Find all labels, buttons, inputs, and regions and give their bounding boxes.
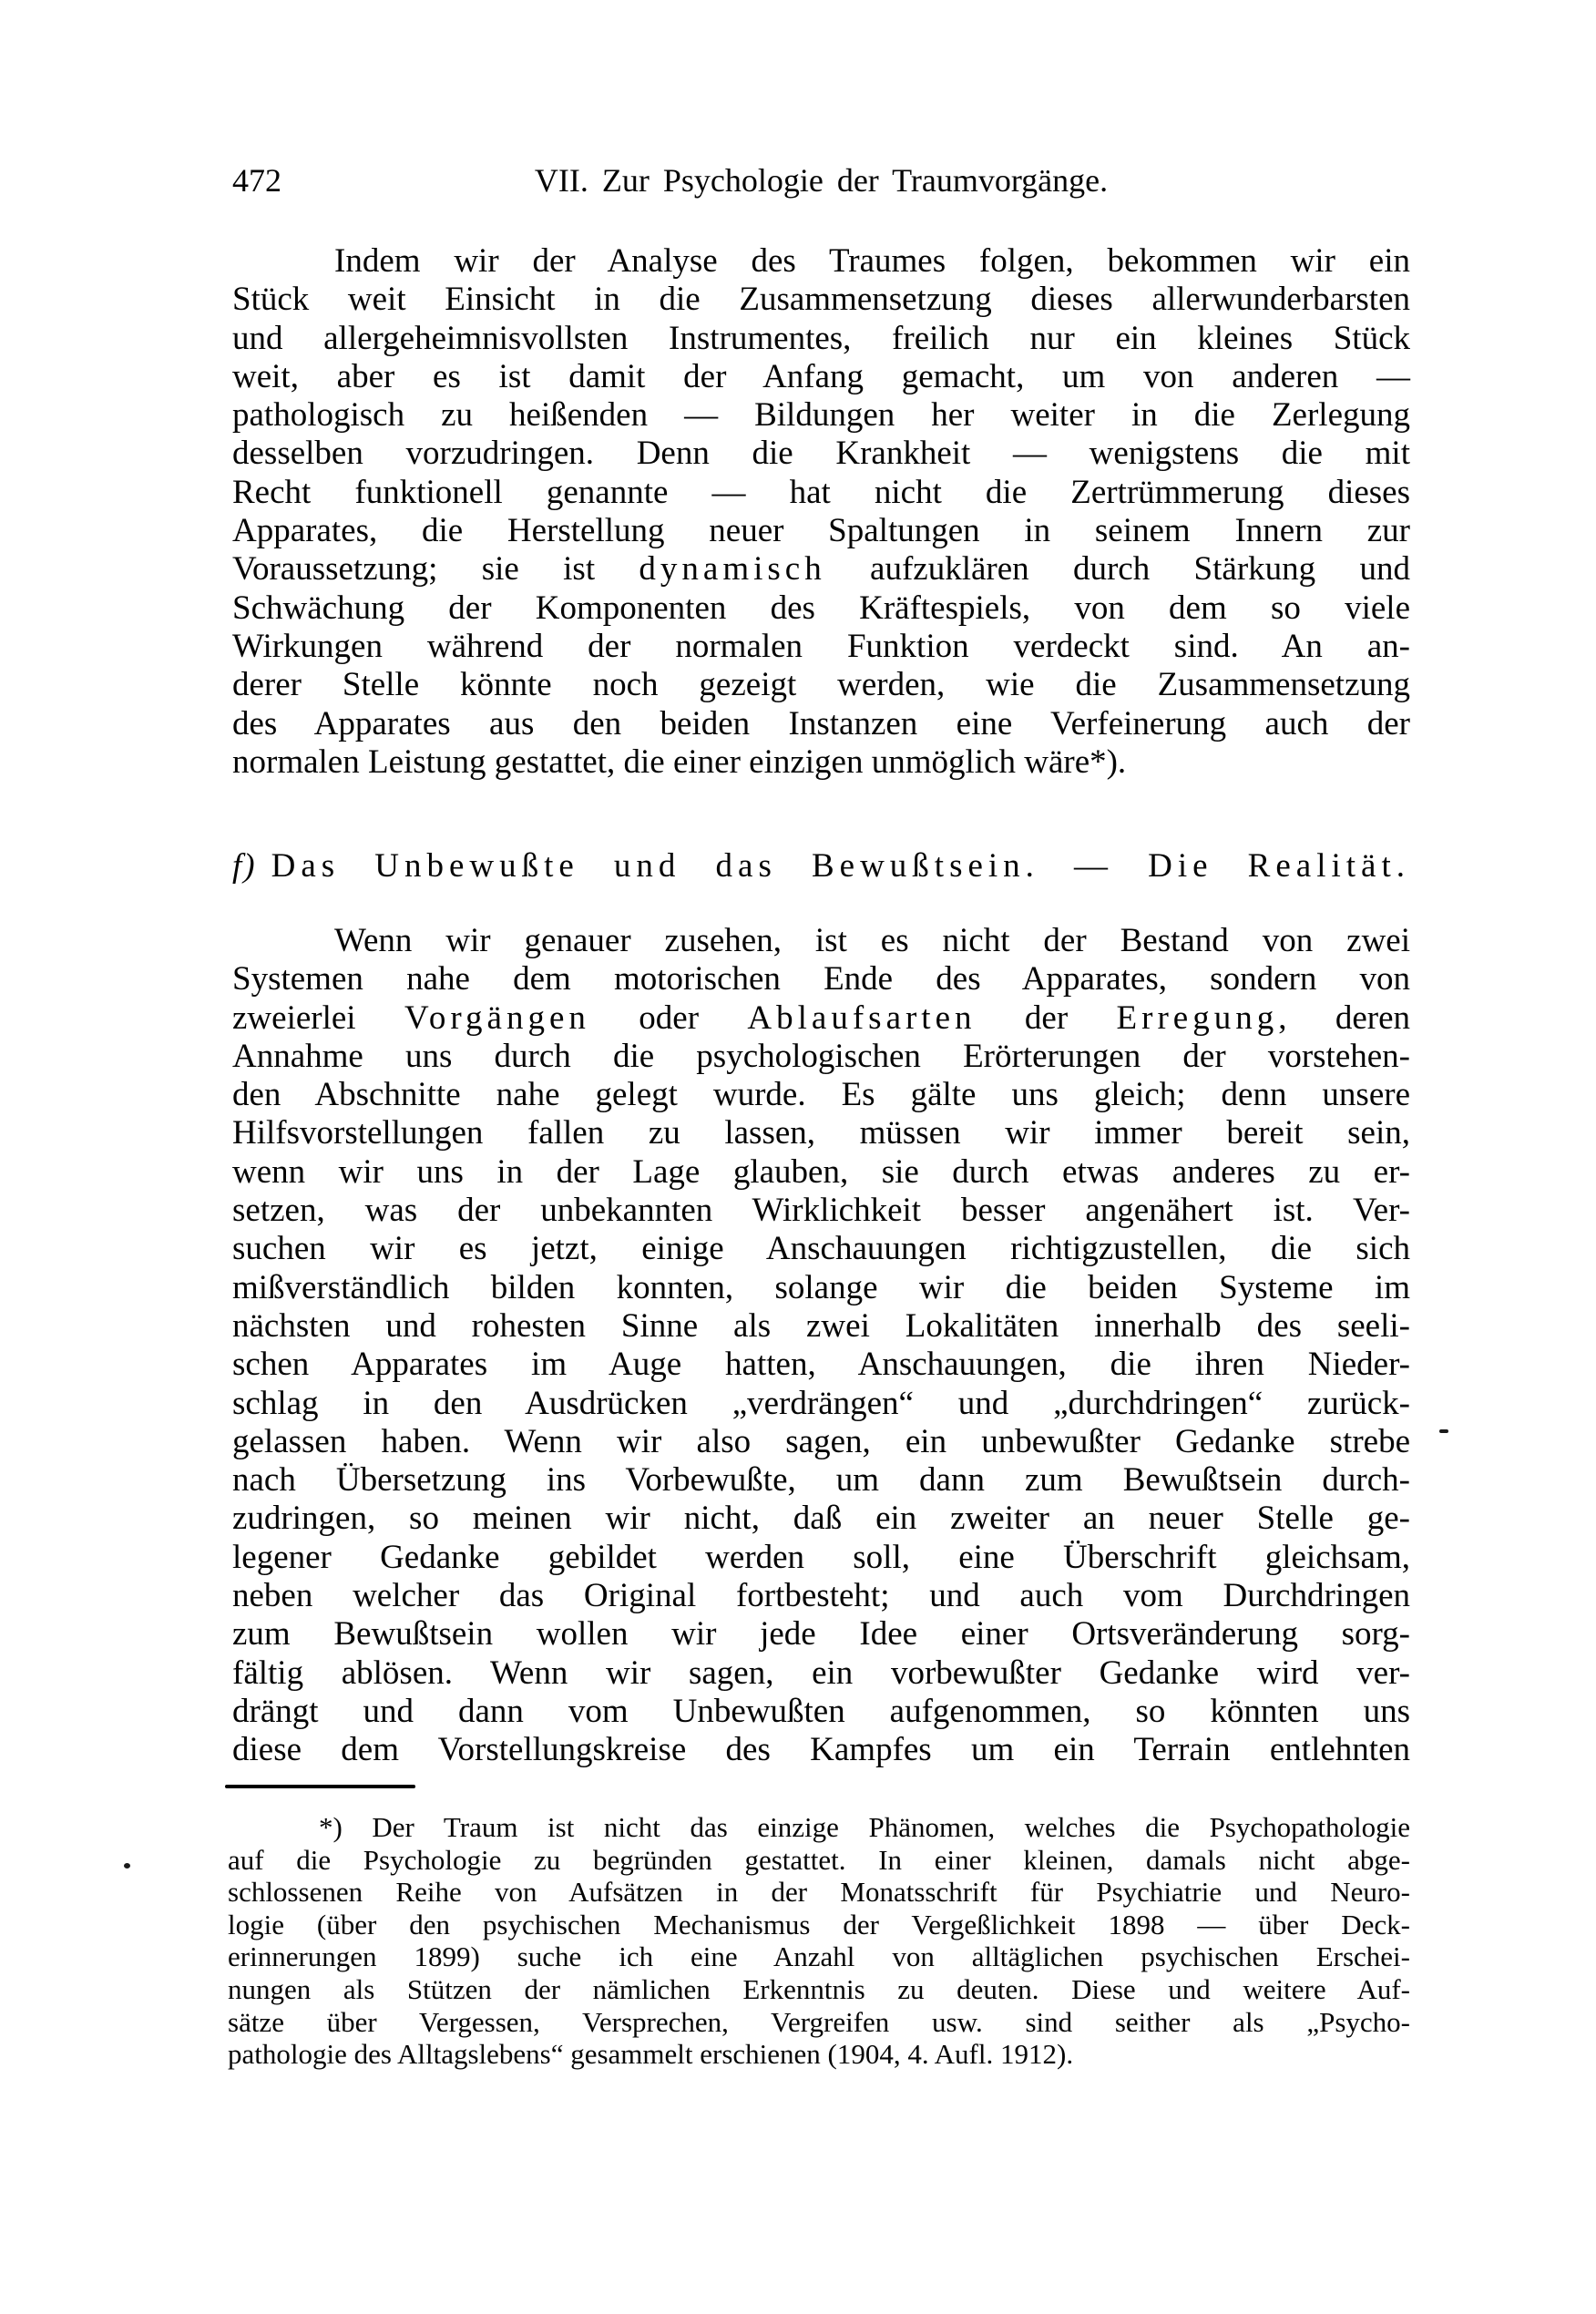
text-line: desselben vorzudringen. Denn die Krankheit — wenigstens die mit [232,435,1410,473]
text-line: nungen als Stützen der nämlichen Erkenntnis zu deuten. Diese und weitere Auf- [228,1972,1410,2005]
text-line: pathologisch zu heißenden — Bildungen her weiter in die Zerlegung [232,396,1410,435]
text-line: normalen Leistung gestattet, die einer einzigen unmöglich wäre*). [232,742,1127,781]
paragraph-2 [232,922,1410,1770]
text-line: Systemen nahe dem motorischen Ende des Apparates, sondern von [232,960,1410,998]
footnote-separator [225,1785,415,1788]
text-line: und allergeheimnisvollsten Instrumentes, freilich nur ein kleines Stück [232,319,1410,357]
text-line: Recht funktionell genannte — hat nicht die Zertrümmerung dieses [232,473,1410,511]
text-line: Hilfsvorstellungen fallen zu lassen, müssen wir immer bereit sein, [232,1114,1410,1152]
text-line: fältig ablösen. Wenn wir sagen, ein vorbewußter Gedanke wird ver- [232,1654,1410,1692]
text-line: zum Bewußtsein wollen wir jede Idee einer Ortsveränderung sorg- [232,1615,1410,1654]
text-line: pathologie des Alltagslebens“ gesammelt erschienen (1904, 4. Aufl. 1912). [228,2038,1074,2071]
section-heading [232,846,1410,886]
section-heading-title: Das Unbewußte und das Bewußtsein. — Die Realität. [271,847,1410,885]
text-line: schlag in den Ausdrücken „verdrängen“ und „durchdringen“ zurück- [232,1384,1410,1422]
text-line: Wirkungen während der normalen Funktion verdeckt sind. An an- [232,627,1410,665]
text-line: zweierlei Vorgängen oder Ablaufsarten der Erregung, deren [232,998,1410,1037]
text-line: legener Gedanke gebildet werden soll, eine Überschrift gleichsam, [232,1538,1410,1576]
text-line: Indem wir der Analyse des Traumes folgen, bekommen wir ein [334,242,1410,280]
paragraph-1 [232,242,1410,782]
text-line: Wenn wir genauer zusehen, ist es nicht der Bestand von zwei [334,922,1410,959]
footnote [228,1811,1410,2071]
ink-speck [124,1863,130,1869]
text-line: zudringen, so meinen wir nicht, daß ein zweiter an neuer Stelle ge- [232,1500,1410,1538]
text-line: den Abschnitte nahe gelegt wurde. Es gälte uns gleich; denn unsere [232,1076,1410,1114]
text-line: Annahme uns durch die psychologischen Erörterungen der vorstehen- [232,1037,1410,1075]
text-line: gelassen haben. Wenn wir also sagen, ein unbewußter Gedanke strebe [232,1422,1410,1460]
text-line: Apparates, die Herstellung neuer Spaltungen in seinem Innern zur [232,512,1410,550]
text-line: nach Übersetzung ins Vorbewußte, um dann zum Bewußtsein durch- [232,1461,1410,1500]
text-line: sätze über Vergessen, Versprechen, Vergreifen usw. sind seither als „Psycho- [228,2005,1410,2038]
text-line: logie (über den psychischen Mechanismus der Vergeßlichkeit 1898 — über Deck- [228,1908,1410,1940]
text-line: setzen, was der unbekannten Wirklichkeit besser angenähert ist. Ver- [232,1192,1410,1230]
text-line: suchen wir es jetzt, einige Anschauungen richtigzustellen, die sich [232,1230,1410,1268]
text-line: neben welcher das Original fortbesteht; und auch vom Durchdringen [232,1577,1410,1615]
running-head: VII. Zur Psychologie der Traumvorgänge. [534,162,1109,199]
text-line: diese dem Vorstellungskreise des Kampfes um ein Terrain entlehnten [232,1731,1410,1769]
text-line: drängt und dann vom Unbewußten aufgenommen, so könnten uns [232,1692,1410,1730]
text-line: erinnerungen 1899) suche ich eine Anzahl von alltäglichen psychischen Erschei- [228,1940,1410,1973]
ink-speck [1439,1429,1448,1433]
text-line: wenn wir uns in der Lage glauben, sie durch etwas anderes zu er- [232,1152,1410,1191]
text-line: weit, aber es ist damit der Anfang gemacht, um von anderen — [232,357,1410,395]
text-line: Schwächung der Komponenten des Kräftespiels, von dem so viele [232,589,1410,627]
text-line: *) Der Traum ist nicht das einzige Phänomen, welches die Psychopathologie [319,1811,1410,1843]
section-heading-prefix: f) [232,847,257,885]
text-line: Voraussetzung; sie ist dynamisch aufzuklären durch Stärkung und [232,550,1410,589]
text-line: schen Apparates im Auge hatten, Anschauungen, die ihren Nieder- [232,1346,1410,1384]
text-line: schlossenen Reihe von Aufsätzen in der Monatsschrift für Psychiatrie und Neuro- [228,1876,1410,1909]
text-line: derer Stelle könnte noch gezeigt werden, wie die Zusammensetzung [232,666,1410,704]
text-line: Stück weit Einsicht in die Zusammensetzung dieses allerwunderbarsten [232,281,1410,319]
text-line: mißverständlich bilden konnten, solange wir die beiden Systeme im [232,1268,1410,1306]
page-number: 472 [232,162,281,199]
text-line: nächsten und rohesten Sinne als zwei Lokalitäten innerhalb des seeli- [232,1306,1410,1345]
text-line: auf die Psychologie zu begründen gestattet. In einer kleinen, damals nicht abge- [228,1843,1410,1876]
text-line: des Apparates aus den beiden Instanzen eine Verfeinerung auch der [232,704,1410,742]
